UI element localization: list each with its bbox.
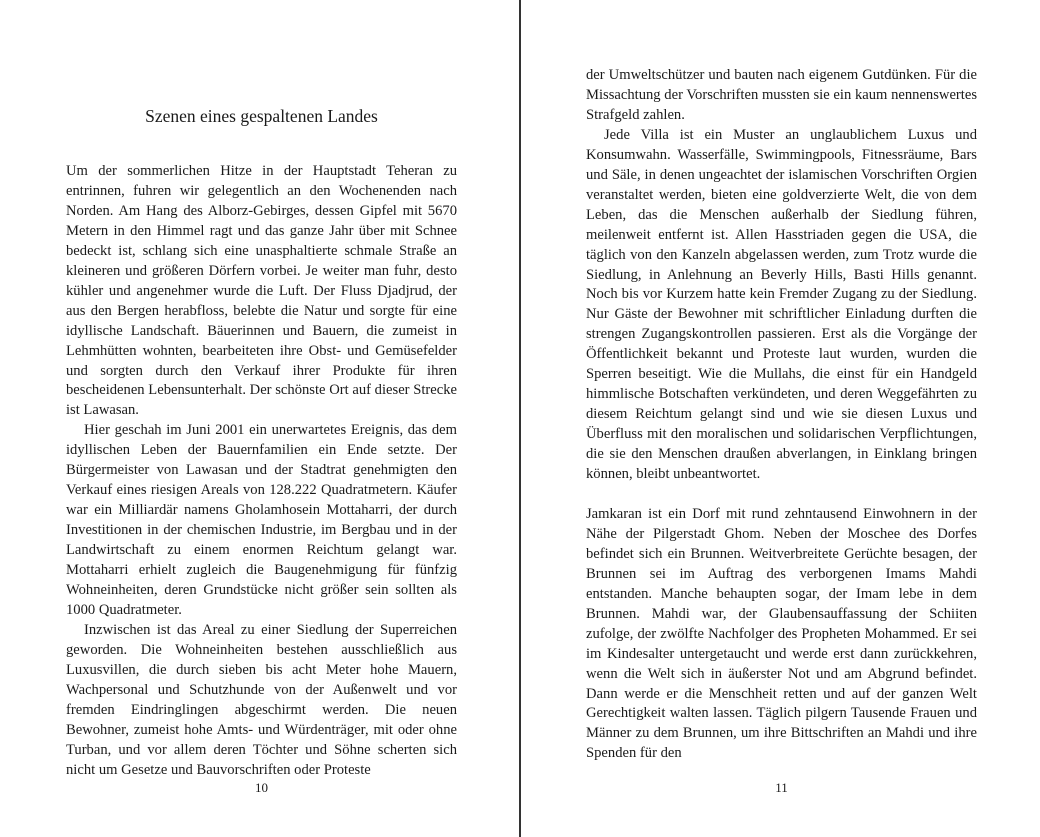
left-page (66, 0, 457, 837)
page-number: 11 (775, 780, 788, 795)
left-page-body (66, 162, 457, 781)
chapter-title: Szenen eines gespaltenen Landes (145, 106, 378, 126)
section-break (586, 485, 977, 505)
right-page (586, 0, 977, 837)
paragraph: der Umweltschützer und bauten nach eigenem Gutdünken. Für die Missachtung der Vorschriften mussten sie ein kaum nennenswertes Strafgeld zahlen. (586, 67, 977, 123)
paragraph: Inzwischen ist das Areal zu einer Siedlung der Superreichen geworden. Die Wohneinheiten bestehen ausschließlich aus Luxusvillen, die durch sieben bis acht Meter hohe Mauern, Wachpersonal und Schutzhunde von der Außenwelt und vor fremden Eindringlingen abgeschirmt werden. Die neuen Bewohner, zumeist hohe Amts- und Würdenträger, mit oder ohne Turban, und vor allem deren Töchter und Söhne scherten sich nicht um Gesetze und Bauvorschriften oder Proteste (66, 621, 457, 778)
paragraph: Jede Villa ist ein Muster an unglaublichem Luxus und Konsumwahn. Wasserfälle, Swimmingpools, Fitnessräume, Bars und Säle, in denen ungeachtet der islamischen Vorschriften Orgien veranstaltet werden, bieten eine goldverzierte Welt, die von dem Leben, das die Menschen außerhalb der Siedlung führen, meilenweit entfernt ist. Allen Hasstriaden gegen die USA, die täglich von den Kanzeln abgelassen werden, zum Trotz wurde die Siedlung, in Anlehnung an Beverly Hills, Basti Hills genannt. Noch bis vor Kurzem hatte kein Fremder Zugang zu der Siedlung. Nur Gäste der Bewohner mit schriftlicher Einladung durften die strengen Zugangskontrollen passieren. Erst als die Vorgänge der Öffentlichkeit bekannt und Proteste laut wurden, wurden die Sperren beseitigt. Wie die Mullahs, die einst für ein Handgeld himmlische Botschaften verkündeten, und deren Weggefährten zu diesem Reichtum gelangt sind und wie sie diesen Luxus und Überfluss mit den moralischen und solidarischen Verpflichtungen, die sie den Menschen draußen abverlangen, in Einklang bringen können, bleibt unbeantwortet. (586, 126, 977, 483)
right-page-body (586, 66, 977, 764)
paragraph: Hier geschah im Juni 2001 ein unerwartetes Ereignis, das dem idyllischen Leben der Bauernfamilien ein Ende setzte. Der Bürgermeister von Lawasan und der Stadtrat genehmigten den Verkauf eines riesigen Areals von 128.222 Quadratmetern. Käufer war ein Milliardär namens Gholamhosein Mottaharri, der durch Investitionen in der chemischen Industrie, im Bergbau und in der Landwirtschaft zu einem enormen Reichtum gelangt war. Mottaharri erhielt zugleich die Baugenehmigung für fünfzig Wohneinheiten, deren Grundstücke nicht größer sein sollten als 1000 Quadratmeter. (66, 422, 457, 618)
paragraph: Um der sommerlichen Hitze in der Hauptstadt Teheran zu entrinnen, fuhren wir gelegentlich an den Wochenenden nach Norden. Am Hang des Alborz-Gebirges, dessen Gipfel mit 5670 Metern in den Himmel ragt und das ganze Jahr über mit Schnee bedeckt ist, schlang sich eine unasphaltierte schmale Straße an kleineren und größeren Dörfern vorbei. Je weiter man fuhr, desto kühler und angenehmer wurde die Luft. Der Fluss Djadjrud, der aus den Bergen herabfloss, belebte die Natur und sorgte für eine idyllische Landschaft. Bäuerinnen und Bauern, die zumeist in Lehmhütten wohnten, bearbeiteten ihre Obst- und Gemüsefelder und sorgten durch den Verkauf ihrer Produkte für ihren bescheidenen Lebensunterhalt. Der schönste Ort auf dieser Strecke ist Lawasan. (66, 163, 457, 419)
paragraph: Jamkaran ist ein Dorf mit rund zehntausend Einwohnern in der Nähe der Pilgerstadt Ghom. Neben der Moschee des Dorfes befindet sich ein Brunnen. Weitverbreitete Gerüchte besagen, der Brunnen sei im Auftrag des verborgenen Imams Mahdi entstanden. Manche behaupten sogar, der Imam lebe in dem Brunnen. Mahdi war, der Glaubensauffassung der Schiiten zufolge, der zwölfte Nachfolger des Propheten Mohammed. Er sei im Kindesalter untergetaucht und werde erst dann zurückkehren, wenn die Welt sich in äußerster Not und am Abgrund befindet. Dann werde er die Menschheit retten und auf der ganzen Welt Gerechtigkeit walten lassen. Täglich pilgern Tausende Frauen und Männer zu dem Brunnen, um ihre Bittschriften an Mahdi und ihre Spenden für den (586, 505, 977, 762)
page-gutter-divider (519, 0, 521, 837)
page-number: 10 (255, 780, 268, 795)
